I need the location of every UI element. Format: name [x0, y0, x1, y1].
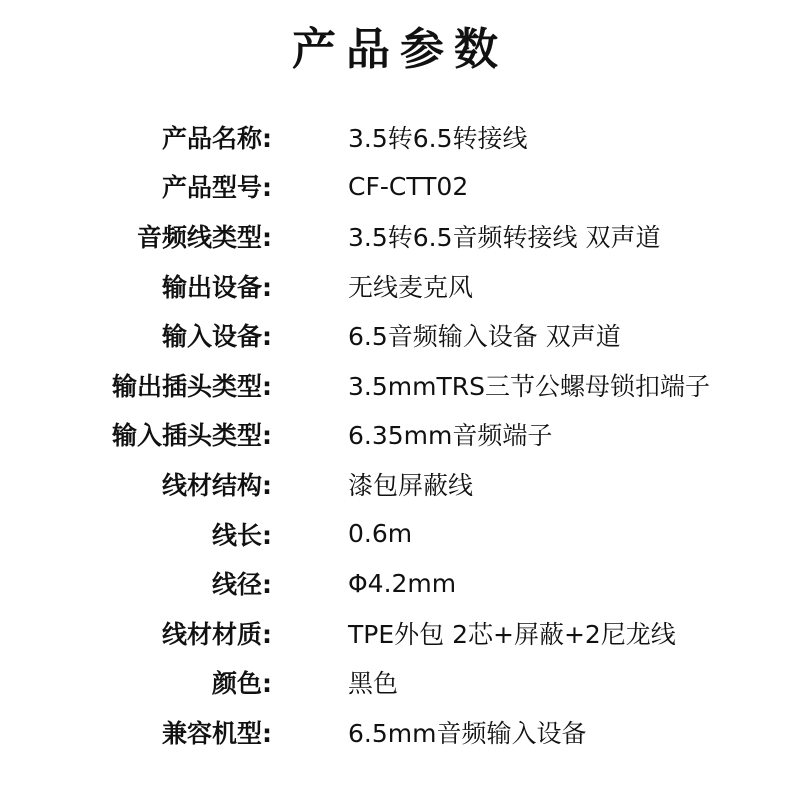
spec-label [0, 466, 272, 502]
spec-table [0, 112, 800, 757]
spec-label-text: 颜色 [211, 669, 262, 699]
spec-colon: : [262, 222, 272, 252]
spec-value: 0.6m [348, 519, 413, 549]
spec-label [0, 516, 272, 552]
spec-label-text: 线径 [211, 570, 262, 600]
spec-label [0, 714, 272, 750]
spec-label-text: 输出设备 [161, 272, 262, 302]
spec-row-cable-material [0, 608, 800, 658]
spec-row-output-device [0, 261, 800, 311]
spec-value: 漆包屏蔽线 [348, 470, 474, 500]
spec-label-text: 产品名称 [161, 123, 262, 153]
spec-value: 3.5转6.5音频转接线 双声道 [348, 222, 661, 252]
spec-colon: : [262, 123, 272, 153]
spec-colon: : [262, 371, 272, 401]
spec-label-text: 线材结构 [161, 470, 262, 500]
page-title: 产品参数 [292, 24, 508, 75]
spec-colon: : [262, 470, 272, 500]
spec-label-text: 输入设备 [161, 322, 262, 352]
spec-value: TPE外包 2芯+屏蔽+2尼龙线 [348, 619, 676, 649]
spec-label-text: 线材材质 [161, 619, 262, 649]
spec-colon: : [262, 520, 272, 550]
spec-value: 无线麦克风 [348, 272, 474, 302]
spec-row-cable-type [0, 211, 800, 261]
spec-row-product-model [0, 162, 800, 212]
spec-label [0, 416, 272, 452]
spec-row-cable-length [0, 509, 800, 559]
spec-colon: : [262, 669, 272, 699]
spec-row-input-plug-type [0, 410, 800, 460]
spec-value: CF-CTT02 [348, 171, 469, 201]
spec-colon: : [262, 570, 272, 600]
spec-row-input-device [0, 310, 800, 360]
spec-colon: : [262, 421, 272, 451]
spec-row-compatible-models [0, 707, 800, 757]
spec-label-text: 线长 [211, 520, 262, 550]
spec-row-color [0, 658, 800, 708]
spec-label-text: 输入插头类型 [111, 421, 262, 451]
spec-label [0, 119, 272, 155]
spec-label [0, 367, 272, 403]
spec-colon: : [262, 718, 272, 748]
spec-label [0, 565, 272, 601]
spec-value: 6.35mm音频端子 [348, 421, 553, 451]
spec-label [0, 268, 272, 304]
spec-value: 6.5音频输入设备 双声道 [348, 322, 621, 352]
spec-label-text: 音频线类型 [136, 222, 262, 252]
spec-row-product-name [0, 112, 800, 162]
spec-row-output-plug-type [0, 360, 800, 410]
spec-label-text: 输出插头类型 [111, 371, 262, 401]
spec-colon: : [262, 272, 272, 302]
spec-value: 6.5mm音频输入设备 [348, 718, 587, 748]
spec-label-text: 产品型号 [161, 173, 262, 203]
spec-label [0, 218, 272, 254]
spec-label [0, 317, 272, 353]
spec-value: 黑色 [348, 669, 399, 699]
spec-label [0, 664, 272, 700]
spec-label-text: 兼容机型 [161, 718, 262, 748]
spec-colon: : [262, 619, 272, 649]
spec-value: 3.5转6.5转接线 [348, 123, 528, 153]
spec-label [0, 168, 272, 204]
spec-row-cable-diameter [0, 558, 800, 608]
spec-row-cable-structure [0, 459, 800, 509]
spec-value: 3.5mmTRS三节公螺母锁扣端子 [348, 371, 710, 401]
spec-label [0, 615, 272, 651]
spec-colon: : [262, 173, 272, 203]
spec-value: Φ4.2mm [348, 568, 457, 598]
spec-colon: : [262, 322, 272, 352]
